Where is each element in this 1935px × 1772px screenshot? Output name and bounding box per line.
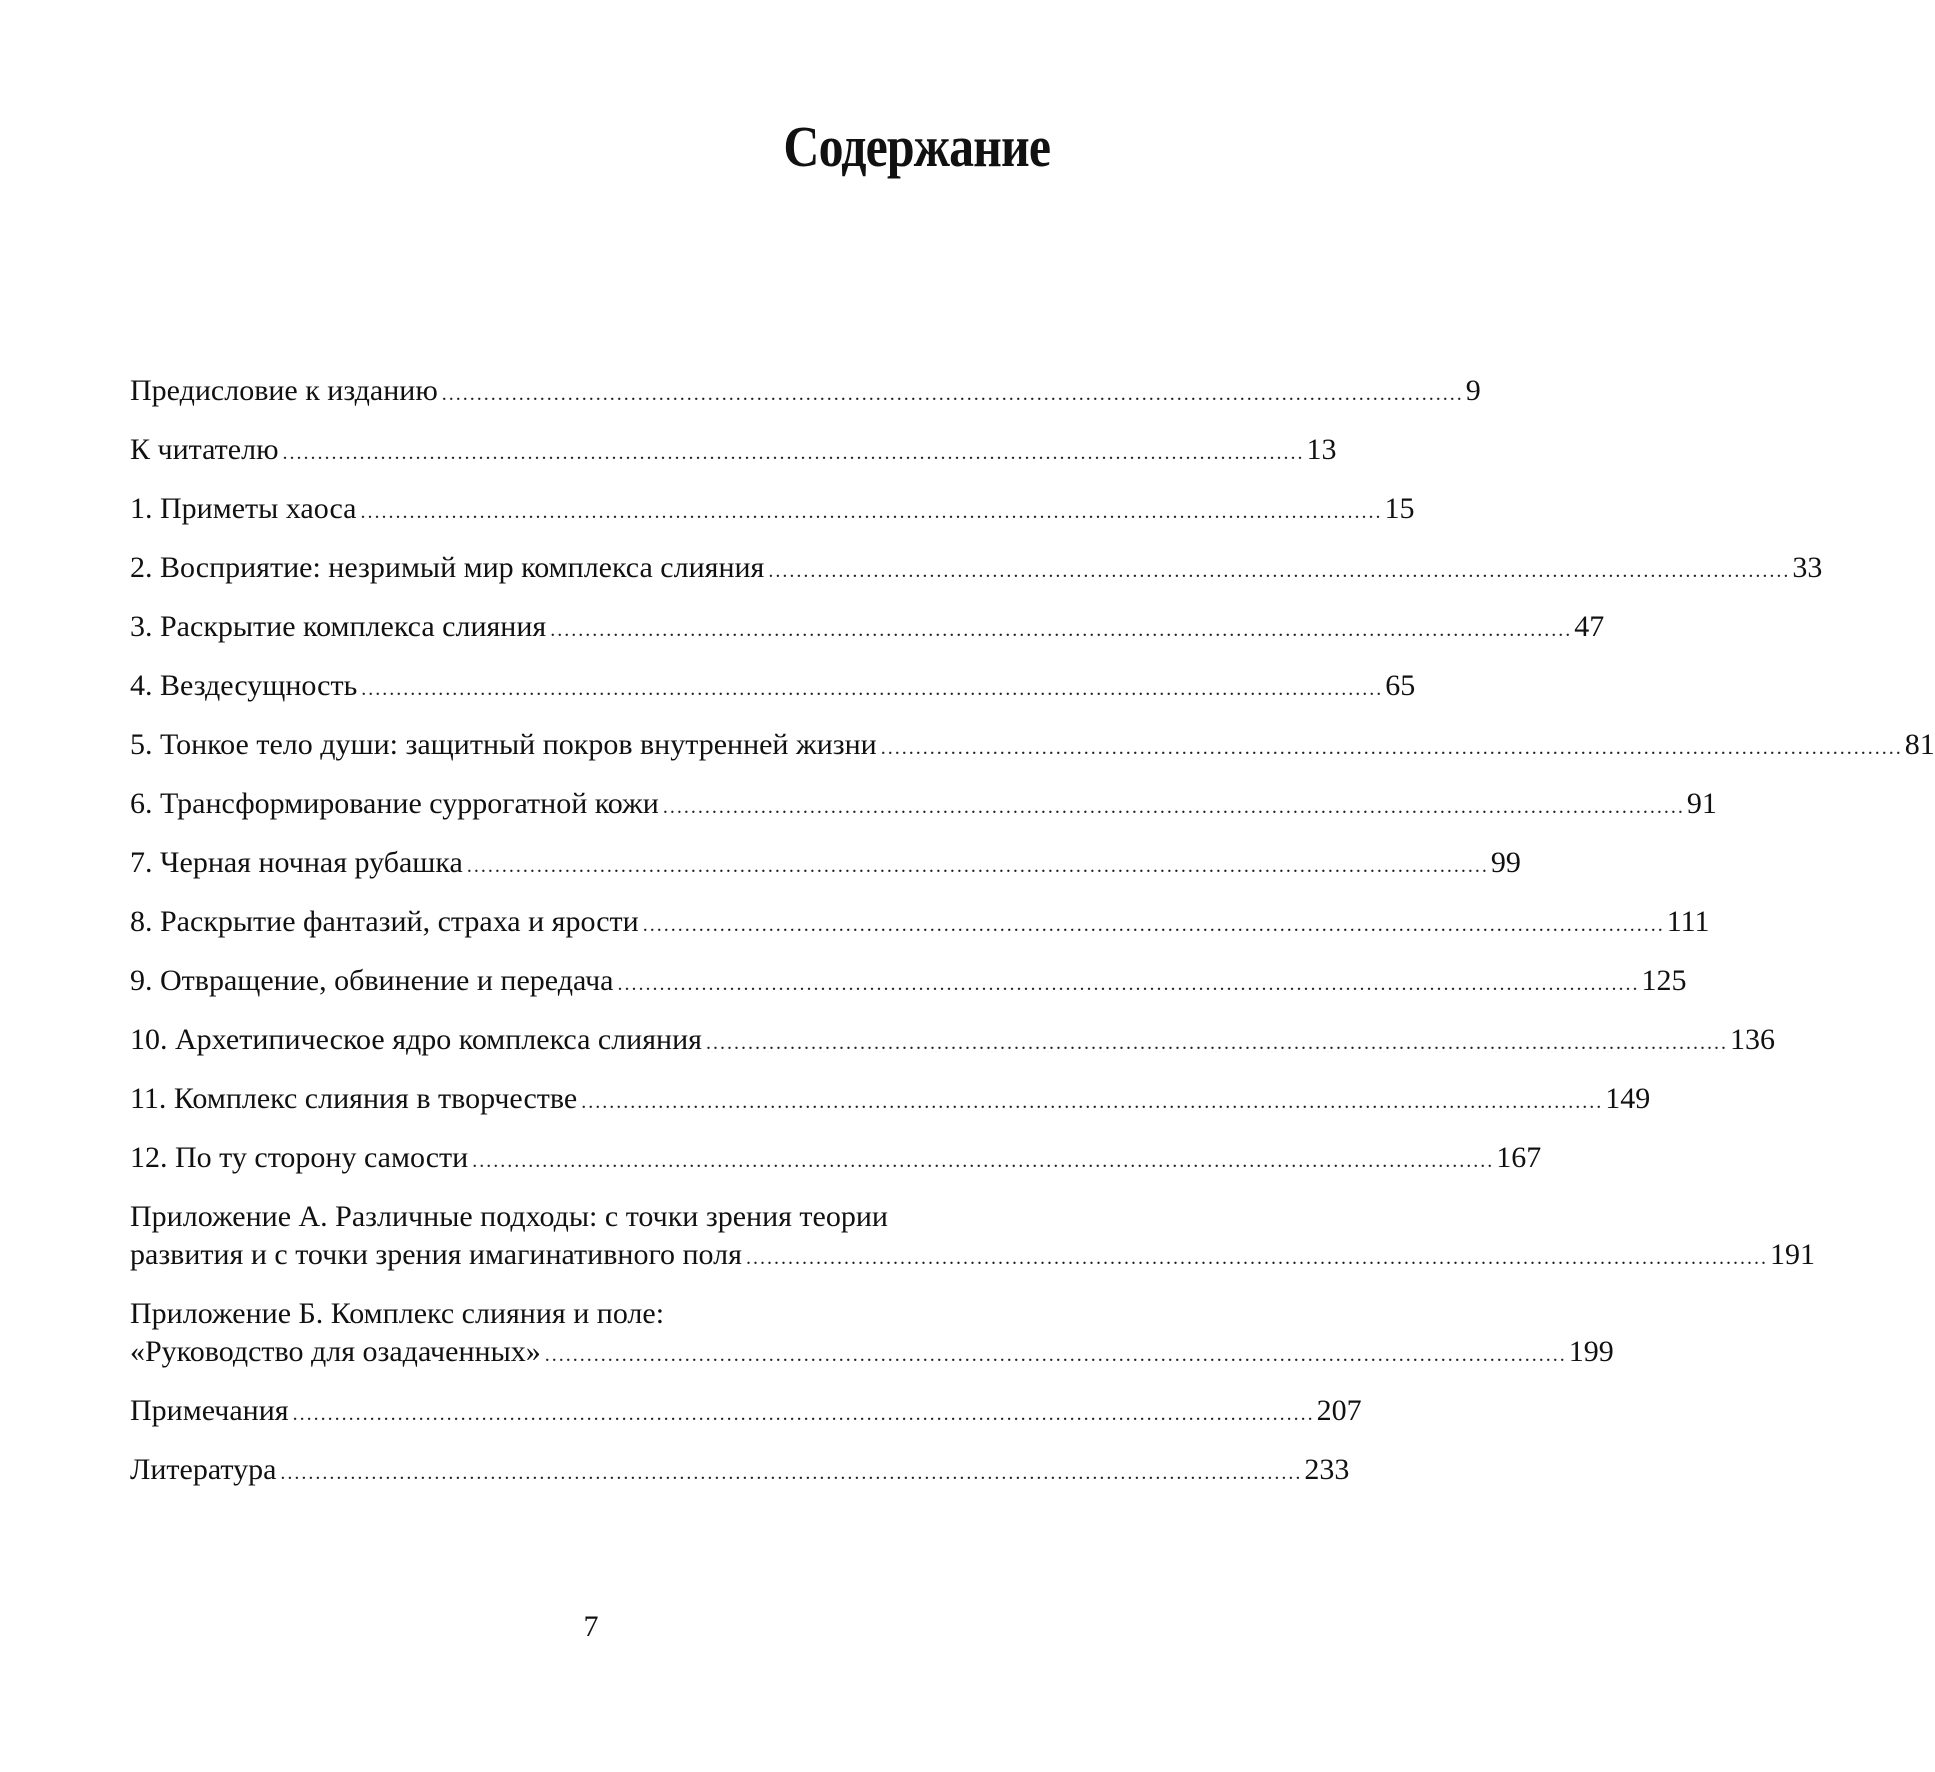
toc-entry[interactable] [130, 1392, 1362, 1433]
toc-entry-page: 81 [1904, 728, 1935, 761]
dot-leader: .................................................................................................................................................. [441, 383, 1464, 405]
toc-entry-title: 8. Раскрытие фантазий, страха и ярости [130, 905, 639, 938]
toc-entry-title: Литература [130, 1453, 277, 1486]
toc-entry[interactable] [130, 490, 1415, 531]
toc-entry-page: 149 [1605, 1082, 1651, 1115]
toc-entry-title: 7. Черная ночная рубашка [130, 846, 463, 879]
toc-entry-row [130, 1139, 1542, 1180]
toc-entry-title: 12. По ту сторону самости [130, 1141, 469, 1174]
toc-entry-page: 167 [1496, 1141, 1542, 1174]
toc-entry-row [130, 844, 1521, 885]
toc-entry-title: развития и с точки зрения имагинативного поля [130, 1238, 742, 1271]
toc-entry[interactable] [130, 1139, 1542, 1180]
toc-entry[interactable] [130, 608, 1605, 649]
toc-entry[interactable] [130, 785, 1717, 826]
toc-entry-title: 6. Трансформирование суррогатной кожи [130, 787, 659, 820]
dot-leader: .................................................................................................................................................. [282, 442, 1305, 464]
dot-leader: .................................................................................................................................................. [581, 1091, 1604, 1113]
toc-entry[interactable] [130, 1080, 1651, 1121]
toc-entry-page: 199 [1568, 1335, 1614, 1368]
dot-leader: .................................................................................................................................................. [705, 1032, 1728, 1054]
toc-entry-title: 3. Раскрытие комплекса слияния [130, 610, 547, 643]
dot-leader: .................................................................................................................................................. [662, 796, 1685, 818]
dot-leader: .................................................................................................................................................. [280, 1462, 1303, 1484]
page-number: 7 [583, 1610, 599, 1643]
toc-entry-title: 4. Вездесущность [130, 669, 358, 702]
toc-entry-title-line1: Приложение Б. Комплекс слияния и поле: [130, 1297, 665, 1330]
toc-entry-page: 136 [1729, 1023, 1775, 1056]
toc-entry-row [130, 962, 1687, 1003]
toc-entry-row [130, 490, 1415, 531]
toc-entry-title: Примечания [130, 1394, 289, 1427]
toc-entry-row [130, 785, 1717, 826]
toc-entry-row [130, 1333, 1614, 1374]
toc-entry-title: 9. Отвращение, обвинение и передача [130, 964, 614, 997]
page-title: Содержание [783, 114, 1050, 179]
toc-entry-row [130, 549, 1823, 590]
toc-entry-row [130, 903, 1710, 944]
toc-entry-title: 10. Архетипическое ядро комплекса слияния [130, 1023, 702, 1056]
toc-entry-row [130, 1080, 1651, 1121]
toc-entry-title: К читателю [130, 433, 279, 466]
toc-entry-title: Предисловие к изданию [130, 374, 438, 407]
toc-entry[interactable] [130, 903, 1710, 944]
toc-entry-page: 207 [1316, 1394, 1362, 1427]
toc-entry-row [130, 726, 1935, 767]
dot-leader: .................................................................................................................................................. [768, 560, 1791, 582]
toc-entry[interactable] [130, 1021, 1775, 1062]
dot-leader: .................................................................................................................................................. [745, 1247, 1768, 1269]
toc-entry-title: 11. Комплекс слияния в творчестве [130, 1082, 578, 1115]
toc-entry-page: 125 [1641, 964, 1687, 997]
toc-entry-row [130, 667, 1416, 708]
dot-leader: .................................................................................................................................................. [617, 973, 1640, 995]
toc-entry-page: 15 [1384, 492, 1415, 525]
toc-entry[interactable] [130, 844, 1521, 885]
toc-entry[interactable] [130, 372, 1481, 413]
toc-entry[interactable] [130, 726, 1935, 767]
toc-entry-row [130, 372, 1481, 413]
dot-leader: .................................................................................................................................................. [292, 1403, 1315, 1425]
toc-entry[interactable] [130, 1295, 1614, 1374]
dot-leader: .................................................................................................................................................. [361, 678, 1384, 700]
toc-entry-page: 9 [1465, 374, 1481, 407]
toc-entry[interactable] [130, 962, 1687, 1003]
toc-entry-page: 99 [1490, 846, 1521, 879]
toc-entry-page: 91 [1686, 787, 1717, 820]
toc-entry-page: 111 [1666, 905, 1710, 938]
toc-entry-row [130, 431, 1337, 472]
toc-entry-title-line1: Приложение А. Различные подходы: с точки зрения теории [130, 1200, 888, 1233]
toc-entry-page: 13 [1306, 433, 1337, 466]
toc-entry-page: 191 [1769, 1238, 1815, 1271]
toc-entry-page: 33 [1792, 551, 1823, 584]
toc-entry-page: 233 [1304, 1453, 1350, 1486]
toc-entry[interactable] [130, 1451, 1350, 1492]
toc-entry-title: 5. Тонкое тело души: защитный покров внутренней жизни [130, 728, 877, 761]
toc-entry[interactable] [130, 549, 1823, 590]
dot-leader: .................................................................................................................................................. [880, 737, 1903, 759]
toc-entry-row [130, 1021, 1775, 1062]
dot-leader: .................................................................................................................................................. [550, 619, 1573, 641]
toc-entry-title: «Руководство для озадаченных» [130, 1335, 541, 1368]
toc-entry-title: 2. Восприятие: незримый мир комплекса слияния [130, 551, 765, 584]
dot-leader: .................................................................................................................................................. [472, 1150, 1495, 1172]
toc-entry-page: 47 [1574, 610, 1605, 643]
dot-leader: .................................................................................................................................................. [360, 501, 1383, 523]
toc-entry-page: 65 [1385, 669, 1416, 702]
toc-entry-row [130, 1451, 1350, 1492]
toc-entry[interactable] [130, 1198, 1815, 1277]
toc-entry[interactable] [130, 667, 1416, 708]
toc-entry-row [130, 608, 1605, 649]
dot-leader: .................................................................................................................................................. [466, 855, 1489, 877]
toc-entry-row [130, 1236, 1815, 1277]
dot-leader: .................................................................................................................................................. [642, 914, 1665, 936]
toc-entry-row [130, 1392, 1362, 1433]
toc-entry-title: 1. Приметы хаоса [130, 492, 357, 525]
table-of-contents [130, 372, 1935, 1492]
toc-entry[interactable] [130, 431, 1337, 472]
dot-leader: .................................................................................................................................................. [544, 1344, 1567, 1366]
